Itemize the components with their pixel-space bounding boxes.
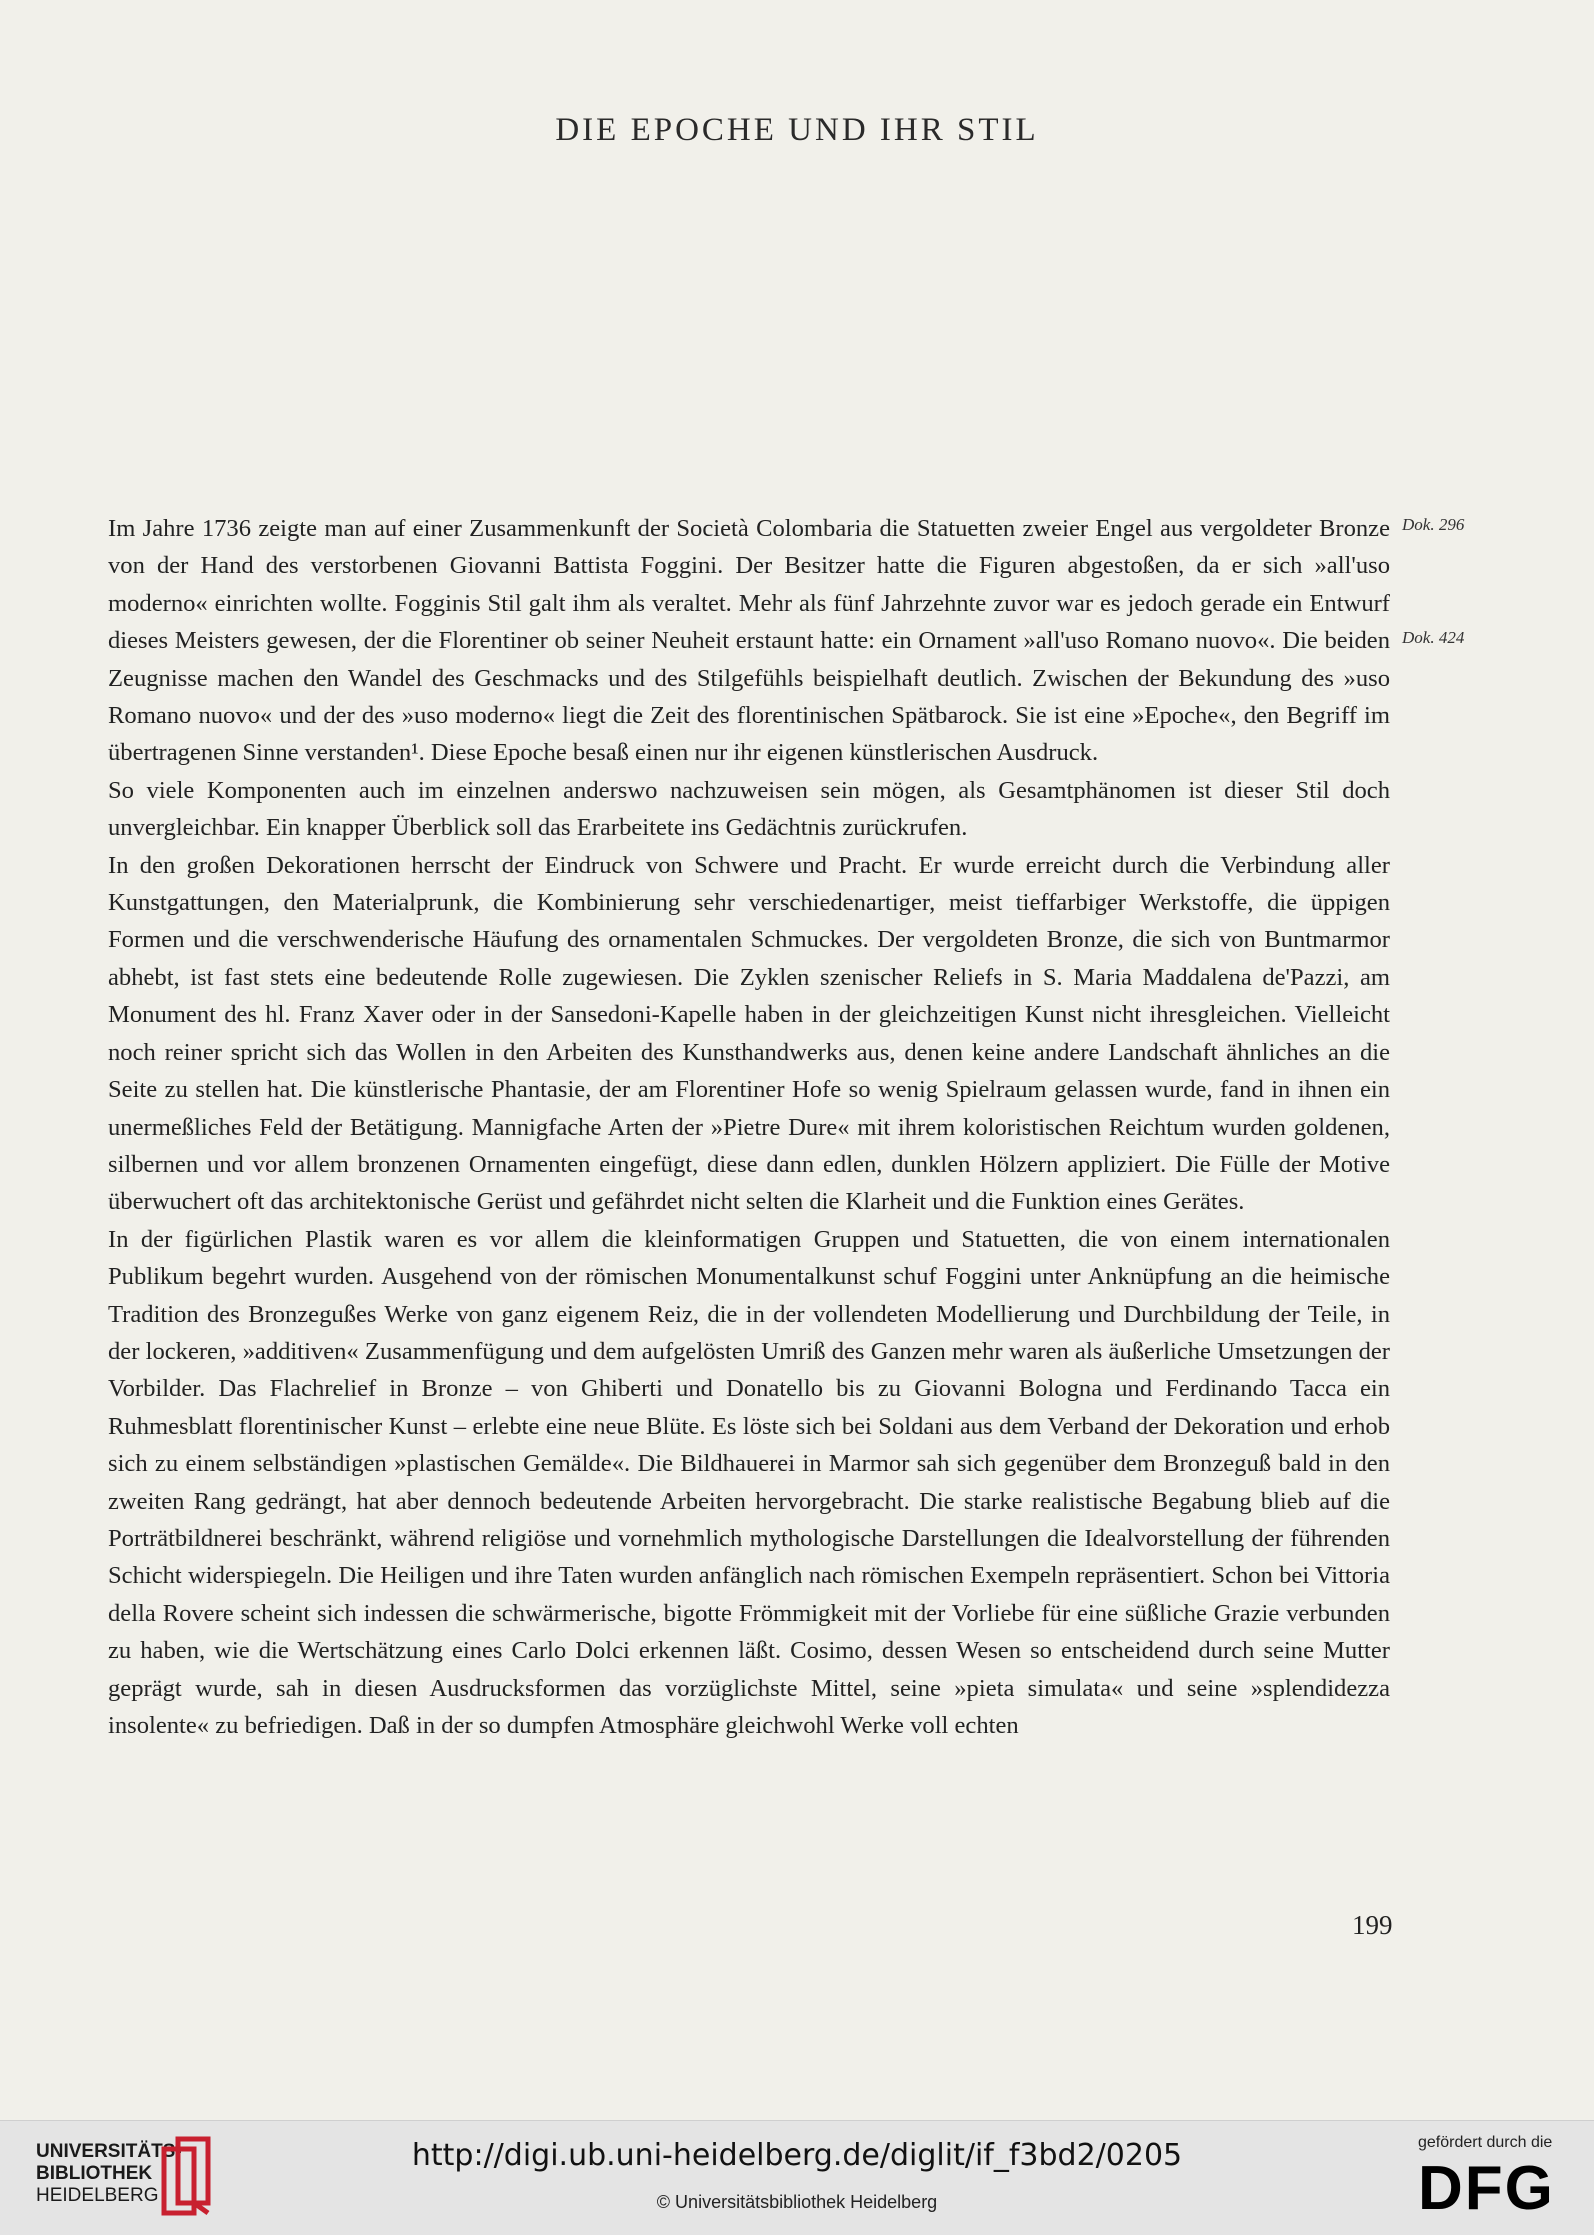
page-number: 199 [1352, 1910, 1393, 1940]
library-name-line: HEIDELBERG [36, 2185, 159, 2206]
paragraph: So viele Komponenten auch im einzelnen anderswo nachzuweisen sein mögen, als Gesamtphänomen ist dieser Stil doch unvergleichbar. Ein knapper Überblick soll das Erarbeitete ins Gedächtnis zurückrufen. [108, 776, 1390, 842]
library-name-line: BIBLIOTHEK [36, 2163, 153, 2184]
copyright-notice: © Universitätsbibliothek Heidelberg [656, 2192, 938, 2212]
paragraph: In den großen Dekorationen herrscht der Eindruck von Schwere und Pracht. Er wurde erreicht durch die Verbindung aller Kunstgattungen, den Materialprunk, die Kombinierung sehr verschiedenartiger, meist tieffarbiger Werkstoffe, die üppigen Formen und die verschwenderische Häufung des ornamentalen Schmuckes. Der vergoldeten Bronze, die sich von Buntmarmor abhebt, ist fast stets eine bedeutende Rolle zugewiesen. Die Zyklen szenischer Reliefs in S. Maria Maddalena de'Pazzi, am Monument des hl. Franz Xaver oder in der Sansedoni-Kapelle haben in der gleichzeitigen Kunst nicht ihresgleichen. Vielleicht noch reiner spricht sich das Wollen in den Arbeiten des Kunsthandwerks aus, denen keine andere Landschaft ähnliches an die Seite zu stellen hat. Die künstlerische Phantasie, der am Florentiner Hofe so wenig Spielraum gelassen wurde, fand in ihnen ein unermeßliches Feld der Betätigung. Mannigfache Arten der »Pietre Dure« mit ihrem koloristischen Reichtum wurden goldenen, silbernen und vor allem bronzenen Ornamenten eingefügt, diese dann edlen, dunklen Hölzern appliziert. Die Fülle der Motive überwuchert oft das architektonische Gerüst und gefährdet nicht selten die Klarheit und die Funktion eines Gerätes. [108, 851, 1390, 1216]
body-text [108, 510, 1390, 1744]
digitization-link[interactable]: http://digi.ub.uni-heidelberg.de/diglit/if_f3bd2/0205 [411, 2138, 1183, 2173]
library-name-line: UNIVERSITÄTS- [36, 2141, 182, 2162]
paragraph: Im Jahre 1736 zeigte man auf einer Zusammenkunft der Società Colombaria die Statuetten zweier Engel aus vergoldeter Bronze von der Hand des verstorbenen Giovanni Battista Foggini. Der Besitzer hatte die Figuren abgestoßen, da er sich »all'uso moderno« einrichten wollte. Fogginis Stil galt ihm als veraltet. Mehr als fünf Jahrzehnte zuvor war es jedoch gerade ein Entwurf dieses Meisters gewesen, der die Florentiner ob seiner Neuheit erstaunt hatte: ein Ornament »all'uso Romano nuovo«. Die beiden Zeugnisse machen den Wandel des Geschmacks und des Stilgefühls beispielhaft deutlich. Zwischen der Bekundung des »uso Romano nuovo« und der des »uso moderno« liegt die Zeit des florentinischen Spätbarock. Sie ist eine »Epoche«, den Begriff im übertragenen Sinne verstanden¹. Diese Epoche besaß einen nur ihr eigenen künstlerischen Ausdruck. [108, 515, 1390, 767]
margin-note-dok-424: Dok. 424 [1402, 628, 1465, 647]
dfg-logo: DFG [1418, 2154, 1555, 2223]
margin-note-dok-296: Dok. 296 [1402, 515, 1465, 534]
funding-caption: gefördert durch die [1418, 2134, 1553, 2151]
running-title: DIE EPOCHE UND IHR STIL [555, 112, 1039, 148]
paragraph: In der figürlichen Plastik waren es vor allem die kleinformatigen Gruppen und Statuetten, die von einem internationalen Publikum begehrt wurden. Ausgehend von der römischen Monumentalkunst schuf Foggini unter Anknüpfung an die heimische Tradition des Bronzegußes Werke von ganz eigenem Reiz, die in der vollendeten Modellierung und Durchbildung der Teile, in der lockeren, »additiven« Zusammenfügung und dem aufgelösten Umriß des Ganzen mehr waren als äußerliche Umsetzungen der Vorbilder. Das Flachrelief in Bronze – von Ghiberti und Donatello bis zu Giovanni Bologna und Ferdinando Tacca ein Ruhmesblatt florentinischer Kunst – erlebte eine neue Blüte. Es löste sich bei Soldani aus dem Verband der Dekoration und erhob sich zu einem selbständigen »plastischen Gemälde«. Die Bildhauerei in Marmor sah sich gegenüber dem Bronzeguß bald in den zweiten Rang gedrängt, hat aber dennoch bedeutende Arbeiten hervorgebracht. Die starke realistische Begabung blieb auf die Porträtbildnerei beschränkt, während religiöse und vornehmlich mythologische Darstellungen die Idealvorstellung der führenden Schicht widerspiegeln. Die Heiligen und ihre Taten wurden anfänglich nach römischen Exempeln repräsentiert. Schon bei Vittoria della Rovere scheint sich indessen die schwärmerische, bigotte Frömmigkeit mit der Vorliebe für eine süßliche Grazie verbunden zu haben, wie die Wertschätzung eines Carlo Dolci erkennen läßt. Cosimo, dessen Wesen so entscheidend durch seine Mutter geprägt wurde, sah in diesen Ausdrucksformen das vorzüglichste Mittel, seine »pieta simulata« und seine »splendidezza insolente« zu befriedigen. Daß in der so dumpfen Atmosphäre gleichwohl Werke voll echten [108, 1225, 1390, 1739]
